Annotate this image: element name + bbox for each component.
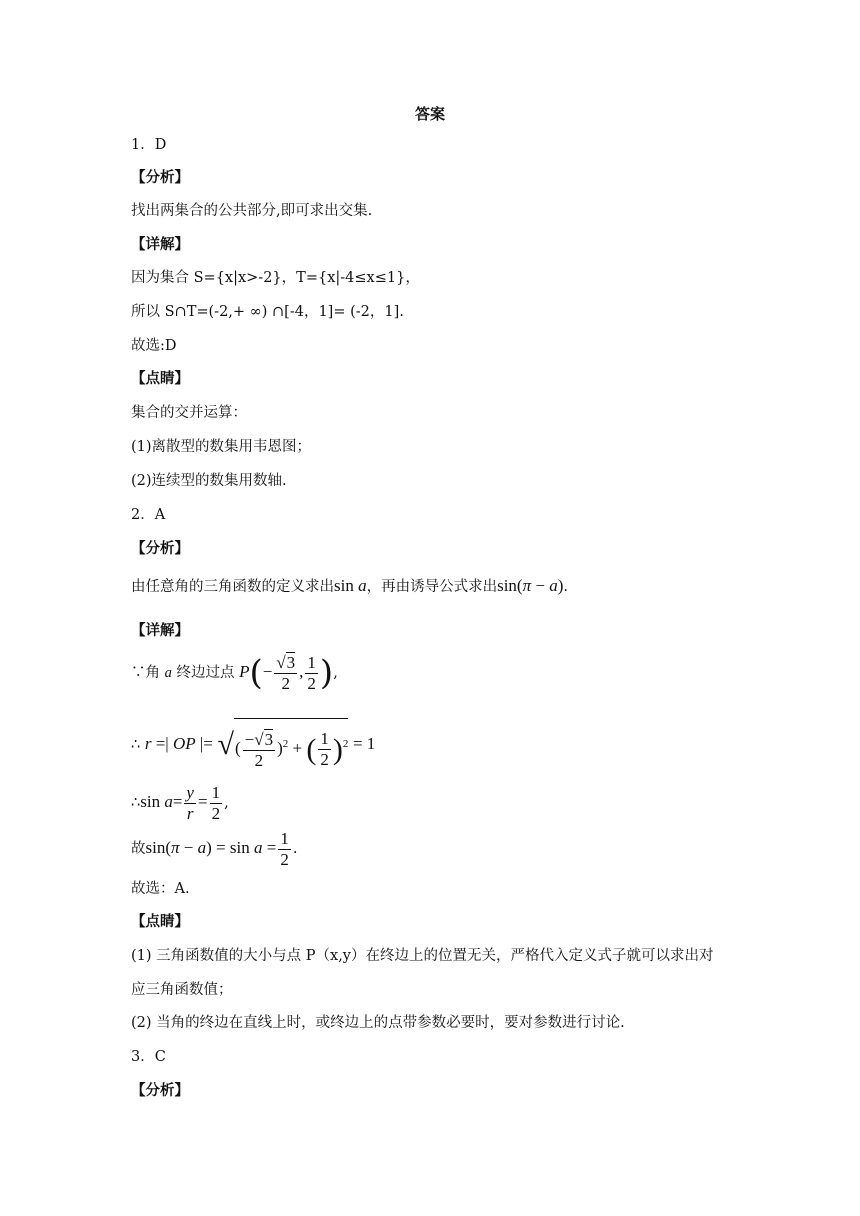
angle-symbol: a — [164, 665, 172, 681]
fraction-sqrt3-over-2: $\frac{√3}{2}$ — [276, 653, 296, 693]
q1-choose: 故选:D — [131, 338, 177, 354]
q1-analysis-text: 找出两集合的公共部分,即可求出交集. — [131, 203, 373, 219]
q1-detail-line2: 所以 S∩T=(-2,+ ∞) ∩[-4，1]= (-2，1]. — [131, 304, 404, 320]
q1-comment3: (2)连续型的数集用数轴. — [131, 473, 287, 489]
q2-formula-sin: ∴sin a= $\frac{y}{r}$ = $\frac{1}{2}$ , — [131, 782, 229, 823]
q2-analysis-tag: 【分析】 — [131, 541, 189, 557]
q2-analysis-text-a: 由任意角的三角函数的定义求出 — [131, 579, 334, 595]
q2-therefore-1: ∴ — [131, 736, 141, 753]
q1-comment1: 集合的交并运算： — [131, 405, 247, 421]
q2-detail-point: ∵角 a 终边过点 P(− $\frac{√3}{2}$ , $\frac{1}{2}$ ), — [131, 652, 338, 693]
q2-comment1b: 应三角函数值； — [131, 982, 233, 998]
fraction-1-over-2: $\frac{1}{2}$ — [307, 652, 316, 693]
q2-formula-r: ∴ r =| OP |= √( $\frac{-√3}{2}$ )$^2$ + ( $\frac{1}{2}$ )$^2$ = 1 — [131, 718, 375, 772]
formula-sin-a: sin a — [334, 576, 367, 595]
q2-analysis-line: 由任意角的三角函数的定义求出sin a，再由诱导公式求出sin(π − a). — [131, 576, 568, 595]
q2-answer: 2．A — [131, 507, 166, 523]
point-p: P — [239, 662, 250, 681]
q3-analysis-tag: 【分析】 — [131, 1083, 189, 1099]
q1-comment-tag: 【点睛】 — [131, 371, 189, 387]
q2-so: 故 — [131, 841, 146, 857]
q2-comment1: (1) 三角函数值的大小与点 P（x,y）在终边上的位置无关，严格代入定义式子就可以求出对 — [131, 948, 714, 964]
q1-comment2: (1)离散型的数集用韦恩图； — [131, 439, 312, 455]
sqrt-expression: ( $\frac{-√3}{2}$ )$^2$ + ( $\frac{1}{2}$ )$^2$ — [234, 718, 348, 772]
q2-analysis-text-b: ，再由诱导公式求出 — [366, 579, 498, 595]
q2-therefore-2: ∴ — [131, 795, 141, 811]
q2-comment2: (2) 当角的终边在直线上时，或终边上的点带参数必要时，要对参数进行讨论. — [131, 1015, 625, 1031]
q2-choose: 故选：A. — [131, 881, 190, 897]
q1-answer: 1．D — [131, 137, 167, 153]
q2-because: ∵角 — [131, 665, 160, 681]
q1-analysis-tag: 【分析】 — [131, 170, 189, 186]
formula-sin-pi-minus-a: sin(π − a) — [497, 576, 564, 595]
q2-detail-tag: 【详解】 — [131, 623, 189, 639]
page-title: 答案 — [414, 105, 445, 123]
q1-detail-tag: 【详解】 — [131, 237, 189, 253]
q2-comment-tag: 【点睛】 — [131, 914, 189, 930]
q2-formula-result: 故sin(π − a) = sin a = $\frac{1}{2}$ . — [131, 828, 298, 869]
q2-because-b: 终边过点 — [176, 665, 235, 681]
q1-detail-line1: 因为集合 S={x|x>-2}，T={x|-4≤x≤1}， — [131, 270, 420, 286]
q3-answer: 3．C — [131, 1049, 166, 1065]
